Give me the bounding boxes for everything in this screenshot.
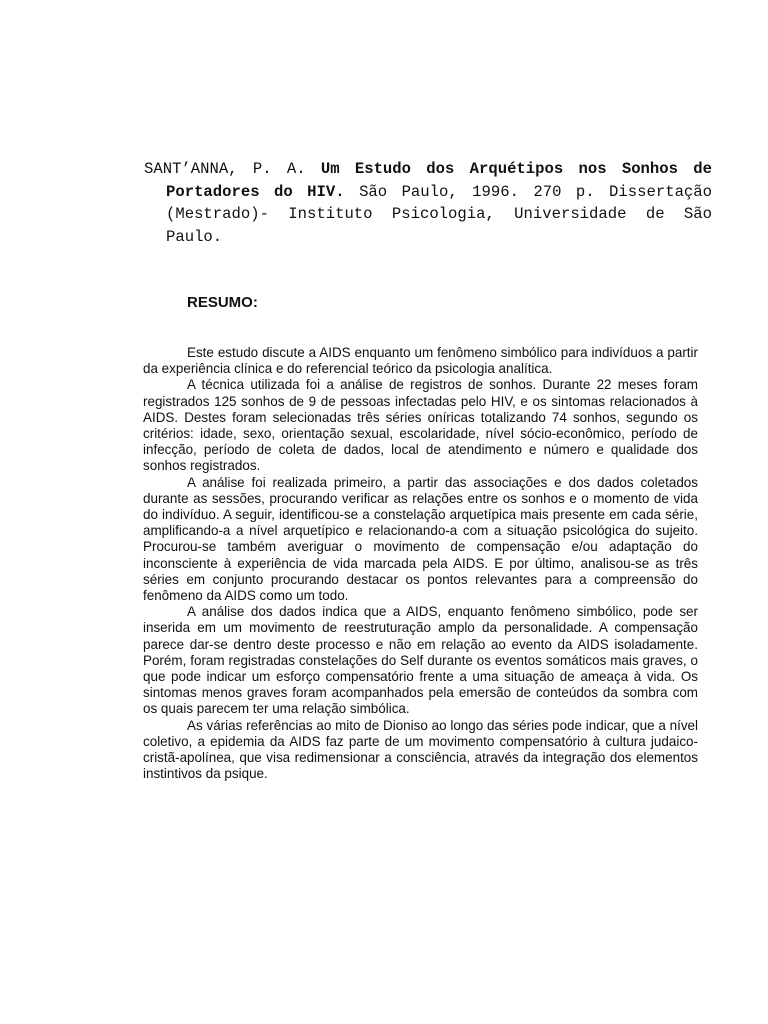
abstract-body [143,345,698,782]
abstract-paragraph: As várias referências ao mito de Dioniso ao longo das séries pode indicar, que a nível coletivo, a epidemia da AIDS faz parte de um movimento compensatório à cultura judaico-cristã-apolínea, que visa redimensionar a consciência, através da integração dos elementos instintivos da psique. [143,717,698,782]
abstract-paragraph: A análise dos dados indica que a AIDS, enquanto fenômeno simbólico, pode ser inserida em um movimento de reestruturação amplo da personalidade. A compensação parece dar-se dentro deste processo e não em relação ao evento da AIDS isoladamente. Porém, foram registradas constelações do Self durante os eventos somáticos mais graves, o que pode indicar um esforço compensatório frente a uma situação de ameaça à vida. Os sintomas menos graves foram acompanhados pela emersão de conteúdos da sombra com os quais parecem ter uma relação simbólica. [143,604,698,717]
abstract-paragraph: Este estudo discute a AIDS enquanto um fenômeno simbólico para indivíduos a partir da experiência clínica e do referencial teórico da psicologia analítica. [143,345,698,377]
bibliographic-citation [144,158,712,248]
citation-details: São Paulo, 1996. 270 p. Dissertação (Mestrado)- Instituto Psicologia, Universidade de São Paulo. [166,182,712,246]
citation-author: SANT’ANNA, P. A. [144,160,306,178]
abstract-heading: RESUMO: [187,294,258,311]
abstract-paragraph: A análise foi realizada primeiro, a partir das associações e dos dados coletados durante as sessões, procurando verificar as relações entre os sonhos e o momento de vida do indivíduo. A seguir, identificou-se a constelação arquetípica mais presente em cada série, amplificando-a a nível arquetípico e relacionando-a com a situação psicológica do sujeito. Procurou-se também averiguar o movimento de compensação e/ou adaptação do inconsciente à experiência de vida marcada pela AIDS. E por último, analisou-se as três séries em conjunto procurando destacar os pontos relevantes para a compreensão do fenômeno da AIDS como um todo. [143,474,698,604]
abstract-paragraph: A técnica utilizada foi a análise de registros de sonhos. Durante 22 meses foram registrados 125 sonhos de 9 de pessoas infectadas pelo HIV, e os sintomas relacionados à AIDS. Destes foram selecionadas três séries oníricas totalizando 74 sonhos, segundo os critérios: idade, sexo, orientação sexual, escolaridade, nível sócio-econômico, período de infecção, período de coleta de dados, local de atendimento e número e qualidade dos sonhos registrados. [143,377,698,474]
citation-title: Um Estudo dos Arquétipos nos Sonhos de Portadores do HIV. [166,160,712,201]
